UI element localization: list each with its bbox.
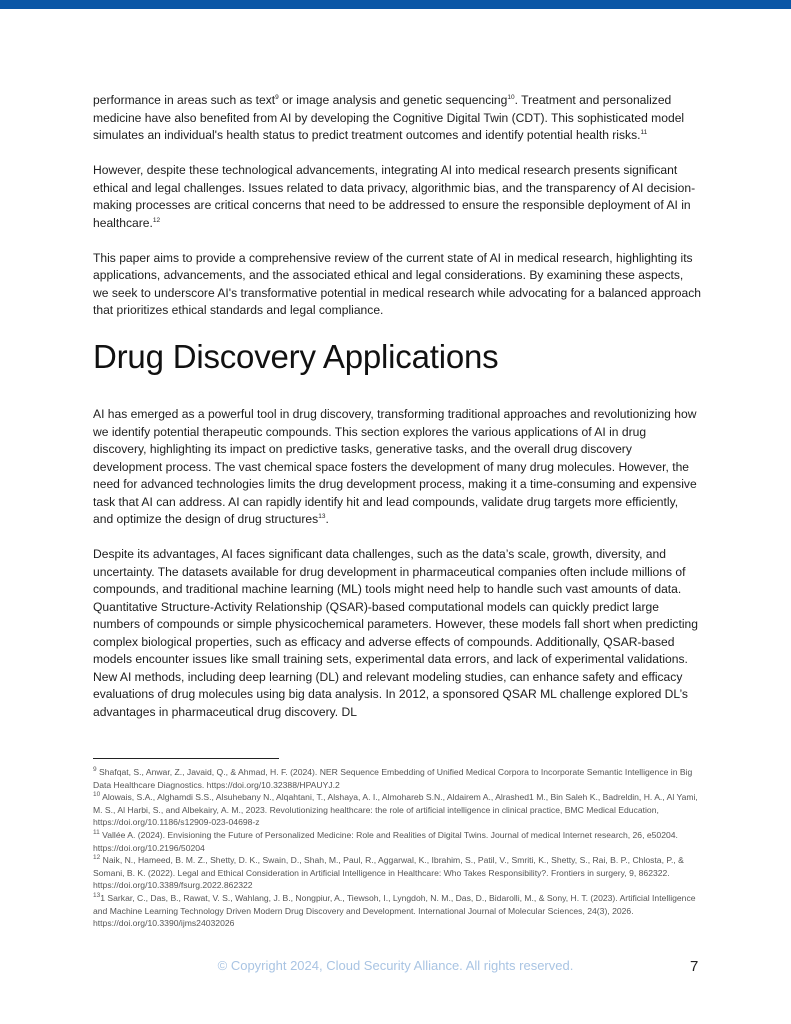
footnote-ref-12[interactable]: 12	[152, 216, 161, 224]
footnote-text: 1 Sarkar, C., Das, B., Rawat, V. S., Wahlang, J. B., Nongpiur, A., Tiewsoh, I., Lyngdoh, N. M., Das, D., Bidarolli, M., & Sony, H. T. (2023). Artificial Intelligence and Machine Learning Technology Driven Modern Drug Discovery and Development. International Journal of Molecular Sciences, 24(3), 2026. https://doi.org/10.3390/ijms24032026	[93, 892, 696, 929]
footnote-ref-10[interactable]: 10	[507, 93, 515, 101]
main-content	[93, 92, 701, 739]
intro-paragraph-1	[93, 92, 701, 145]
footnote-text: Vallée A. (2024). Envisioning the Future of Personalized Medicine: Role and Realities of Digital Twins. Journal of medical Internet research, 26, e50204. https://doi.org/10.2196/50204	[93, 829, 678, 853]
footnote-10	[93, 791, 703, 829]
footnote-text: Alowais, S.A., Alghamdi S.S., Alsuhebany N., Alqahtani, T., Alshaya, A. I., Almohareb S.N., Aldairem A., Alrashed1 M., Bin Saleh K., Badreldin, H. A., Al Yami, M. S., Al Harbi, S., and Albekairy, A. M., 2023. Revolutionizing healthcare: the role of artificial intelligence in clinical practice, BMC Medical Education, https://doi.org/10.1186/s12909-023-04698-z	[93, 792, 698, 828]
intro-paragraph-2	[93, 162, 701, 232]
section-heading: Drug Discovery Applications	[93, 338, 499, 375]
footnote-number: 9	[93, 766, 97, 774]
intro-paragraph-3: This paper aims to provide a comprehensive review of the current state of AI in medical research, highlighting its applications, advancements, and the associated ethical and legal considerations. By examining these aspects, we seek to underscore AI's transformative potential in medical research while advocating for a balanced approach that prioritizes ethical standards and legal compliance.	[93, 250, 702, 317]
section-paragraph-1	[93, 406, 701, 529]
footnotes	[93, 766, 703, 930]
footnote-number: 10	[93, 791, 101, 799]
text-run: performance in areas such as text	[93, 93, 276, 107]
footnote-divider	[93, 758, 279, 759]
footnote-12	[93, 854, 703, 892]
text-run: .	[325, 512, 329, 526]
footnote-9	[93, 766, 703, 791]
copyright-footer: © Copyright 2024, Cloud Security Alliance. All rights reserved.	[217, 958, 574, 973]
footnote-11	[93, 829, 703, 854]
header-accent-bar	[0, 0, 791, 9]
text-run: AI has emerged as a powerful tool in drug discovery, transforming traditional approaches and revolutionizing how we identify potential therapeutic compounds. This section explores the various applications of AI in drug discovery, highlighting its impact on predictive tasks, generative tasks, and the overall drug discovery development process. The vast chemical space fosters the development of many drug molecules. However, the need for advanced technologies limits the drug development process, making it a time-consuming and expensive task that AI can address. AI can rapidly identify hit and lead compounds, validate drug targets more efficiently, and optimize the design of drug structures	[93, 407, 697, 526]
footnote-ref-13[interactable]: 13	[318, 512, 326, 520]
text-run: However, despite these technological advancements, integrating AI into medical research presents significant ethical and legal challenges. Issues related to data privacy, algorithmic bias, and the transparency of AI decision-making processes are critical concerns that need to be addressed to ensure the responsible deployment of AI in healthcare.	[93, 163, 696, 230]
section-paragraph-2: Despite its advantages, AI faces significant data challenges, such as the data’s scale, growth, diversity, and uncertainty. The datasets available for drug development in pharmaceutical companies often include millions of compounds, and traditional machine learning (ML) tools might need help to handle such vast amounts of data. Quantitative Structure-Activity Relationship (QSAR)-based computational models can quickly predict large numbers of compounds or simple physicochemical parameters. However, these models fall short when predicting complex biological properties, such as efficacy and adverse effects of compounds. Additionally, QSAR-based models encounter issues like small training sets, experimental data errors, and lack of experimental validations. New AI methods, including deep learning (DL) and relevant modeling studies, can enhance safety and efficacy evaluations of drug molecules using big data analysis. In 2012, a sponsored QSAR ML challenge explored DL’s advantages in pharmaceutical drug discovery. DL	[93, 547, 698, 719]
text-run: or image analysis and genetic sequencing	[278, 93, 508, 107]
footnote-number: 13	[93, 892, 101, 900]
footnote-13	[93, 892, 703, 930]
footnote-text: Naik, N., Hameed, B. M. Z., Shetty, D. K., Swain, D., Shah, M., Paul, R., Aggarwal, K., Ibrahim, S., Patil, V., Smriti, K., Shetty, S., Rai, B. P., Chlosta, P., & Somani, B. K. (2022). Legal and Ethical Consideration in Artificial Intelligence in Healthcare: Who Takes Responsibility?. Frontiers in surgery, 9, 862322. https://doi.org/10.3389/fsurg.2022.862322	[93, 855, 684, 891]
footnote-ref-11[interactable]: 11	[640, 128, 648, 136]
text-run: . Treatment and personalized medicine have also benefited from AI by developing the Cognitive Digital Twin (CDT). This sophisticated model simulates an individual's health status to predict treatment outcomes and identify potential health risks.	[93, 93, 685, 142]
footnote-number: 12	[93, 854, 101, 862]
footnote-text: Shafqat, S., Anwar, Z., Javaid, Q., & Ahmad, H. F. (2024). NER Sequence Embedding of Unified Medical Corpora to Incorporate Semantic Intelligence in Big Data Healthcare Diagnostics. https://doi.org/10.32388/HPAUYJ.2	[93, 767, 693, 790]
page-number: 7	[690, 958, 699, 975]
footnote-ref-9[interactable]: 9	[275, 93, 279, 101]
footnote-number: 11	[93, 829, 100, 837]
